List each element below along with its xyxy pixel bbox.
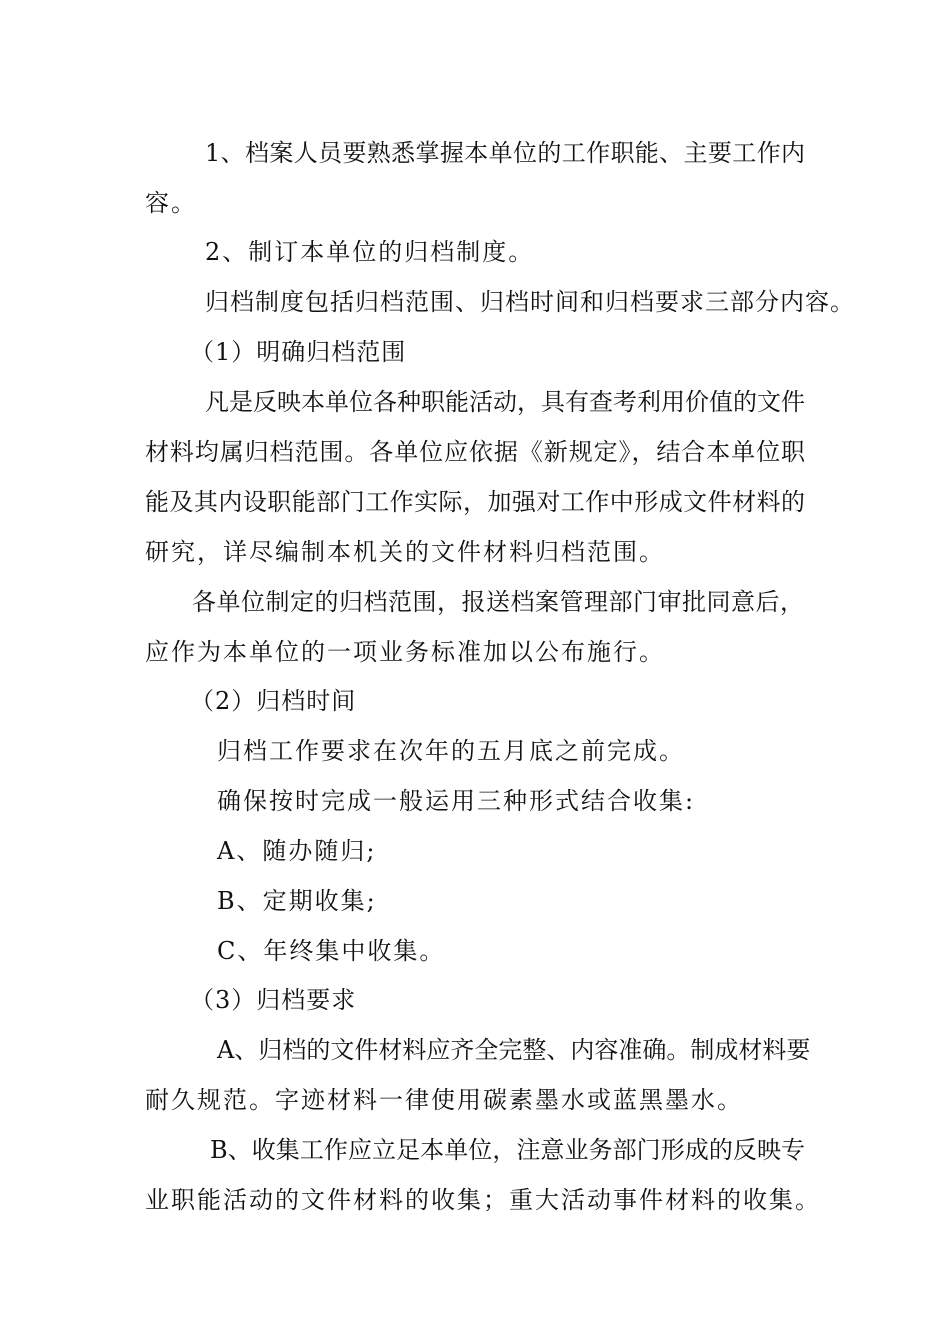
paragraph-9-line-2: 业职能活动的文件材料的收集；重大活动事件材料的收集。	[145, 1186, 821, 1214]
paragraph-9-line-1: B、收集工作应立足本单位，注意业务部门形成的反映专	[210, 1136, 805, 1164]
paragraph-5-line-2: 应作为本单位的一项业务标准加以公布施行。	[145, 638, 665, 666]
heading-3: （3）归档要求	[190, 986, 357, 1014]
paragraph-4-line-4: 研究，详尽编制本机关的文件材料归档范围。	[145, 538, 665, 566]
paragraph-6: 归档工作要求在次年的五月底之前完成。	[217, 737, 685, 765]
paragraph-8-line-1: A、归档的文件材料应齐全完整、内容准确。制成材料要	[217, 1036, 811, 1064]
paragraph-2: 2、制订本单位的归档制度。	[205, 238, 535, 266]
paragraph-1-line-1: 1、档案人员要熟悉掌握本单位的工作职能、主要工作内	[205, 139, 805, 167]
list-item-c: C、年终集中收集。	[217, 937, 446, 965]
paragraph-4-line-2: 材料均属归档范围。各单位应依据《新规定》，结合本单位职	[145, 438, 805, 466]
list-item-a: A、随办随归;	[217, 837, 377, 865]
heading-2: （2）归档时间	[190, 687, 357, 715]
paragraph-4-line-1: 凡是反映本单位各种职能活动，具有查考利用价值的文件	[205, 388, 805, 416]
paragraph-8-line-2: 耐久规范。字迹材料一律使用碳素墨水或蓝黑墨水。	[145, 1086, 743, 1114]
paragraph-4-line-3: 能及其内设职能部门工作实际，加强对工作中形成文件材料的	[145, 488, 805, 516]
paragraph-3: 归档制度包括归档范围、归档时间和归档要求三部分内容。	[205, 288, 855, 316]
paragraph-5-line-1: 各单位制定的归档范围，报送档案管理部门审批同意后，	[192, 588, 804, 616]
list-item-b: B、定期收集;	[217, 887, 377, 915]
paragraph-1-line-2: 容。	[145, 189, 197, 217]
paragraph-7: 确保按时完成一般运用三种形式结合收集:	[217, 787, 696, 815]
heading-1: （1）明确归档范围	[190, 338, 407, 366]
